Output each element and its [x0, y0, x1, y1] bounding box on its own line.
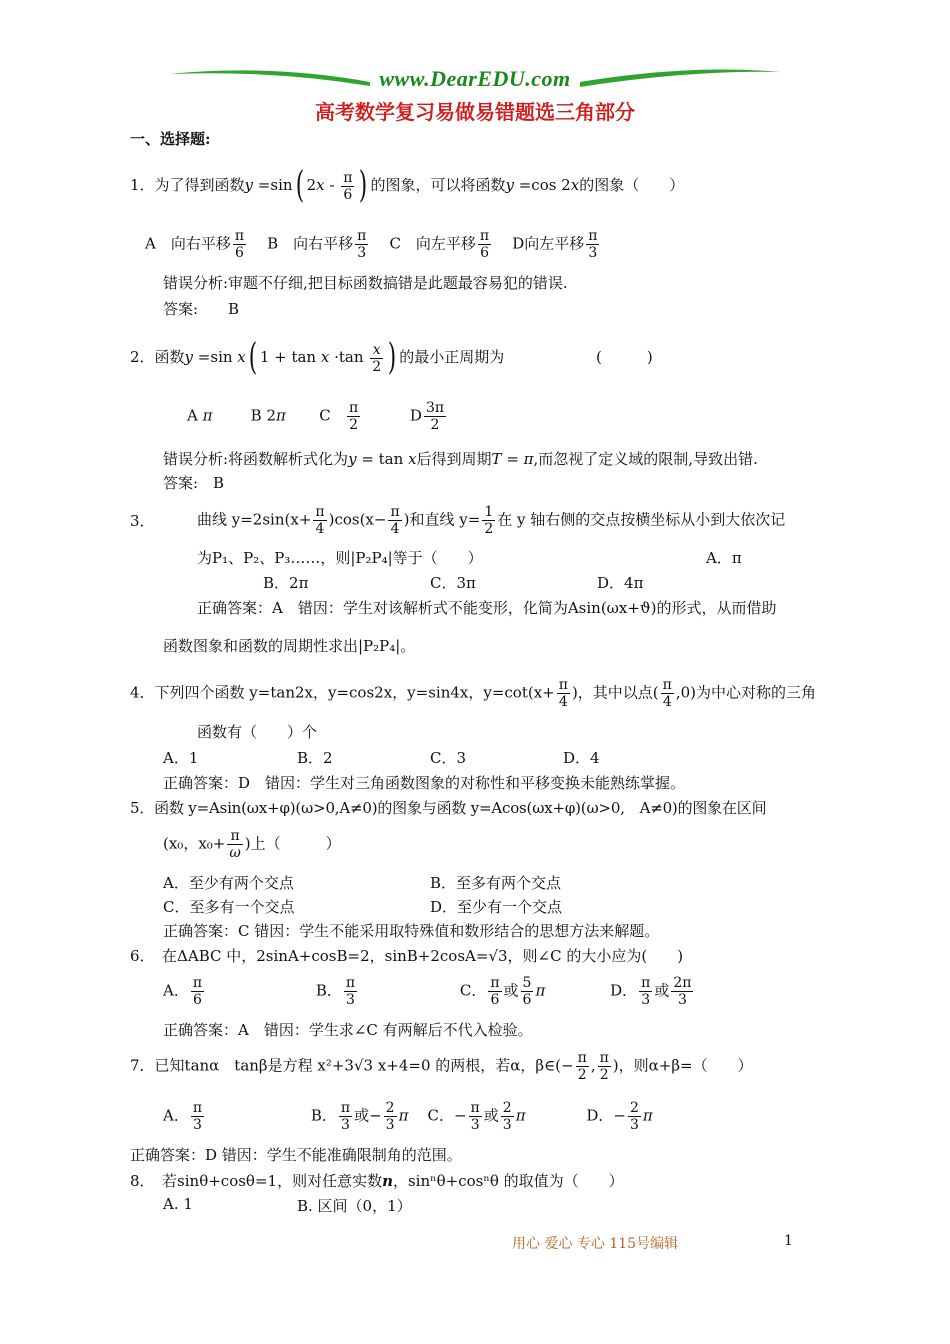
q7-analysis: 正确答案：D 错因：学生不能准确限制角的范围。	[130, 1146, 462, 1164]
q3-opt-a: A．π	[706, 549, 742, 567]
q2-stem: 2．函数y =sin x( 1 + tan x ·tan $\frac{x}{2}$ ) 的最小正周期为	[130, 337, 505, 378]
q8-opt-a: A. 1	[163, 1195, 193, 1213]
q4-opt-d: D．4	[563, 749, 600, 767]
q3-line2: 为P₁、P₂、P₃……，则|P₂P₄|等于（ ）	[197, 549, 483, 567]
q5-analysis: 正确答案：C 错因：学生不能采用取特殊值和数形结合的思想方法来解题。	[163, 922, 660, 940]
q5-opt-c: C．至多有一个交点	[163, 898, 295, 916]
q5-opt-b: B．至多有两个交点	[430, 874, 562, 892]
q6-analysis: 正确答案：A 错因：学生求∠C 有两解后不代入检验。	[163, 1021, 533, 1039]
q4-analysis: 正确答案：D 错因：学生对三角函数图象的对称性和平移变换未能熟练掌握。	[163, 774, 686, 792]
site-logo	[170, 62, 780, 98]
q6-options: A． $\frac{\pi}{6}$ B． $\frac{\pi}{3}$ C． $\frac{\pi}{6}$ 或 $\frac{5}{6}$ π D． $\frac{\pi}{3}$ 或 $\frac{2\pi}{3}$	[163, 975, 692, 1008]
q4-opt-a: A．1	[163, 749, 199, 767]
page-number: 1	[784, 1233, 793, 1249]
q2-analysis: 错误分析:将函数解析式化为y = tan x后得到周期T = π,而忽视了定义域的限制,导致出错.	[163, 450, 758, 468]
q4-opt-c: C．3	[430, 749, 467, 767]
logo-text: www.DearEDU.com	[379, 66, 571, 91]
q6-stem: 6． 在ΔABC 中，2sinA+cosB=2，sinB+2cosA=√3，则∠C 的大小应为( )	[130, 947, 684, 965]
q4-line2: 函数有（ ）个	[197, 723, 318, 741]
q3-analysis2: 函数图象和函数的周期性求出|P₂P₄|。	[163, 637, 416, 655]
q5-line2: (x₀，x₀+ $\frac{\pi}{\omega}$ )上（ ）	[163, 828, 341, 861]
q3-opt-c: C．3π	[430, 574, 476, 592]
q1-analysis: 错误分析:审题不仔细,把目标函数搞错是此题最容易犯的错误.	[163, 274, 568, 292]
q7-stem: 7．已知tanα tanβ是方程 x²+3√3 x+4=0 的两根，若α，β∈(− $\frac{\pi}{2}$ , $\frac{\pi}{2}$ )，则α+β=（ ）	[130, 1050, 753, 1083]
q5-opt-a: A．至少有两个交点	[163, 874, 294, 892]
q2-answer: 答案: B	[163, 474, 225, 492]
q5-opt-d: D．至少有一个交点	[430, 898, 563, 916]
q1-answer: 答案: B	[163, 300, 240, 318]
q3-num: 3．	[130, 512, 155, 530]
q5-line1: 5．函数 y=Asin(ωx+φ)(ω>0,A≠0)的图象与函数 y=Acos(ωx+φ)(ω>0, A≠0)的图象在区间	[130, 799, 767, 817]
q7-options: A． $\frac{\pi}{3}$ B． $\frac{\pi}{3}$ 或− $\frac{2}{3}$ π C．− $\frac{\pi}{3}$ 或 $\frac{2}{3}$ π D．− $\frac{2}{3}$ π	[163, 1100, 653, 1133]
q3-opt-b: B．2π	[263, 574, 309, 592]
q8-stem: 8． 若sinθ+cosθ=1，则对任意实数n，sinⁿθ+cosⁿθ 的取值为（ ）	[130, 1172, 624, 1190]
page-title: 高考数学复习易做易错题选三角部分	[315, 100, 635, 124]
q1-options: A 向右平移 $\frac{\pi}{6}$ B 向右平移 $\frac{\pi}{3}$ C 向左平移 $\frac{\pi}{6}$ D向左平移 $\frac{\pi}{3}$	[145, 228, 598, 261]
q1-stem: 1．为了得到函数y =sin( 2x - $\frac{\pi}{6}$ ) 的图象，可以将函数y =cos 2x的图象（ ）	[130, 165, 685, 206]
footer-text: 用心 爱心 专心 115号编辑	[512, 1236, 679, 1252]
q3-analysis1: 正确答案：A 错因：学生对该解析式不能变形，化简为Asin(ωx+ϑ)的形式，从而借助	[197, 599, 777, 617]
q2-paren: ( )	[596, 348, 653, 366]
q4-opt-b: B．2	[297, 749, 333, 767]
q2-options: A π B 2π C $\frac{\pi}{2}$ D $\frac{3\pi}{2}$	[187, 400, 445, 433]
q4-line1: 4．下列四个函数 y=tan2x，y=cos2x，y=sin4x，y=cot(x+ $\frac{\pi}{4}$ )，其中以点( $\frac{\pi}{4}$ ,0)为中心对称的三角	[130, 677, 817, 710]
q8-opt-b: B. 区间（0，1）	[297, 1197, 412, 1215]
q3-line1: 曲线 y=2sin(x+ $\frac{\pi}{4}$ )cos(x− $\frac{\pi}{4}$ )和直线 y= $\frac{1}{2}$ 在 y 轴右侧的交点按横坐标从小到大依次记	[197, 504, 786, 537]
section-heading: 一、选择题:	[130, 130, 211, 148]
q3-opt-d: D．4π	[597, 574, 644, 592]
